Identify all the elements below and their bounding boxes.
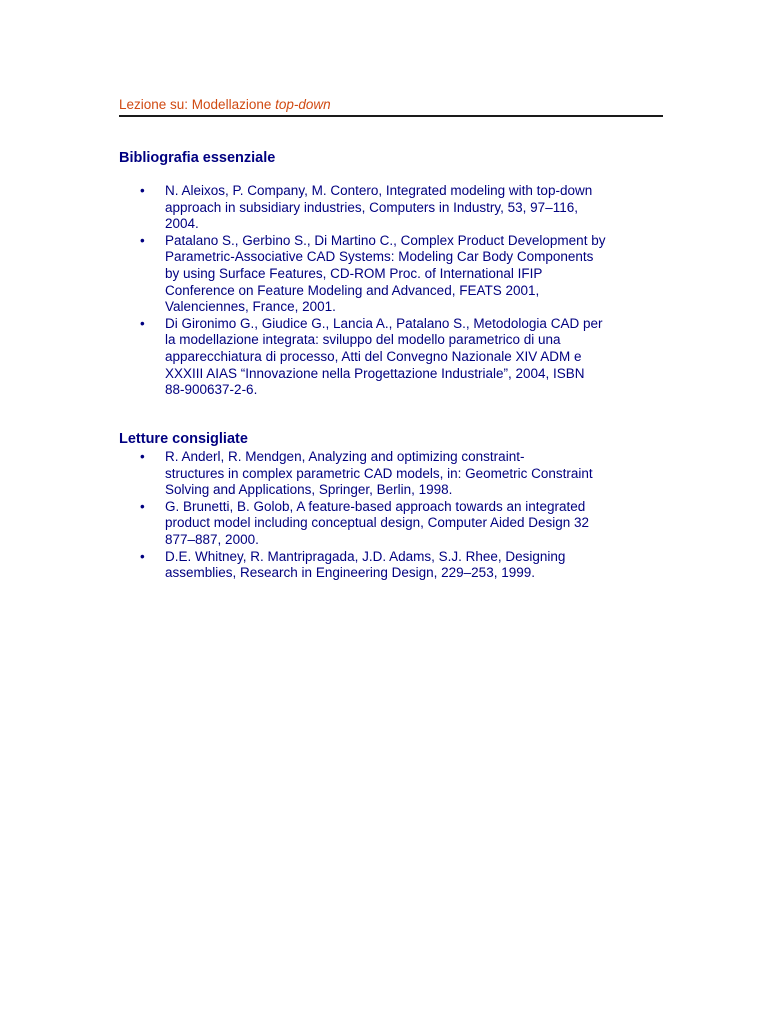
reference-line: 88-900637-2-6. <box>165 382 258 398</box>
reference-line: assemblies, Research in Engineering Design, 229–253, 1999. <box>165 565 535 581</box>
section-title-letture: Letture consigliate <box>119 431 248 447</box>
reference-line: la modellazione integrata: sviluppo del modello parametrico di una <box>165 332 561 348</box>
reference-item <box>119 233 659 316</box>
reference-line: Solving and Applications, Springer, Berlin, 1998. <box>165 482 453 498</box>
reference-line: Parametric-Associative CAD Systems: Modeling Car Body Components <box>165 249 594 265</box>
reference-item <box>119 549 659 582</box>
header-italic-text: top-down <box>275 97 331 112</box>
header-divider <box>119 115 663 117</box>
header-text: Lezione su: Modellazione <box>119 97 276 112</box>
reference-item <box>119 316 659 399</box>
reference-line: 877–887, 2000. <box>165 531 259 547</box>
bullet-icon: • <box>140 183 145 198</box>
reference-line: XXXIII AIAS “Innovazione nella Progettazione Industriale”, 2004, ISBN <box>165 365 585 381</box>
bullet-icon: • <box>140 548 145 564</box>
reference-item <box>119 499 659 549</box>
reference-line: D.E. Whitney, R. Mantripragada, J.D. Adams, S.J. Rhee, Designing <box>165 548 566 564</box>
reference-line: approach in subsidiary industries, Computers in Industry, 53, 97–116, <box>165 199 578 215</box>
reference-line: Conference on Feature Modeling and Advanced, FEATS 2001, <box>165 282 540 298</box>
reference-item <box>119 183 659 233</box>
reference-line: product model including conceptual design, Computer Aided Design 32 <box>165 515 590 531</box>
reference-line: G. Brunetti, B. Golob, A feature-based approach towards an integrated <box>165 498 586 514</box>
reference-line: 2004. <box>165 216 199 232</box>
reference-line: Di Gironimo G., Giudice G., Lancia A., Patalano S., Metodologia CAD per <box>165 315 603 331</box>
bullet-icon: • <box>140 315 145 331</box>
reference-line: by using Surface Features, CD-ROM Proc. of International IFIP <box>165 265 543 281</box>
reference-line: Patalano S., Gerbino S., Di Martino C., Complex Product Development by <box>165 232 606 248</box>
reference-line: Valenciennes, France, 2001. <box>165 299 336 315</box>
section-title-bibliografia: Bibliografia essenziale <box>119 150 276 166</box>
page-header <box>119 97 331 113</box>
reference-list-letture <box>119 449 659 582</box>
bullet-icon: • <box>140 449 145 464</box>
reference-item <box>119 449 659 499</box>
reference-list-bibliografia <box>119 183 659 399</box>
reference-line: R. Anderl, R. Mendgen, Analyzing and optimizing constraint- <box>165 449 525 464</box>
reference-line: N. Aleixos, P. Company, M. Contero, Integrated modeling with top-down <box>165 183 593 198</box>
bullet-icon: • <box>140 232 145 248</box>
reference-line: structures in complex parametric CAD models, in: Geometric Constraint <box>165 465 593 481</box>
bullet-icon: • <box>140 498 145 514</box>
reference-line: apparecchiatura di processo, Atti del Convegno Nazionale XIV ADM e <box>165 348 582 364</box>
